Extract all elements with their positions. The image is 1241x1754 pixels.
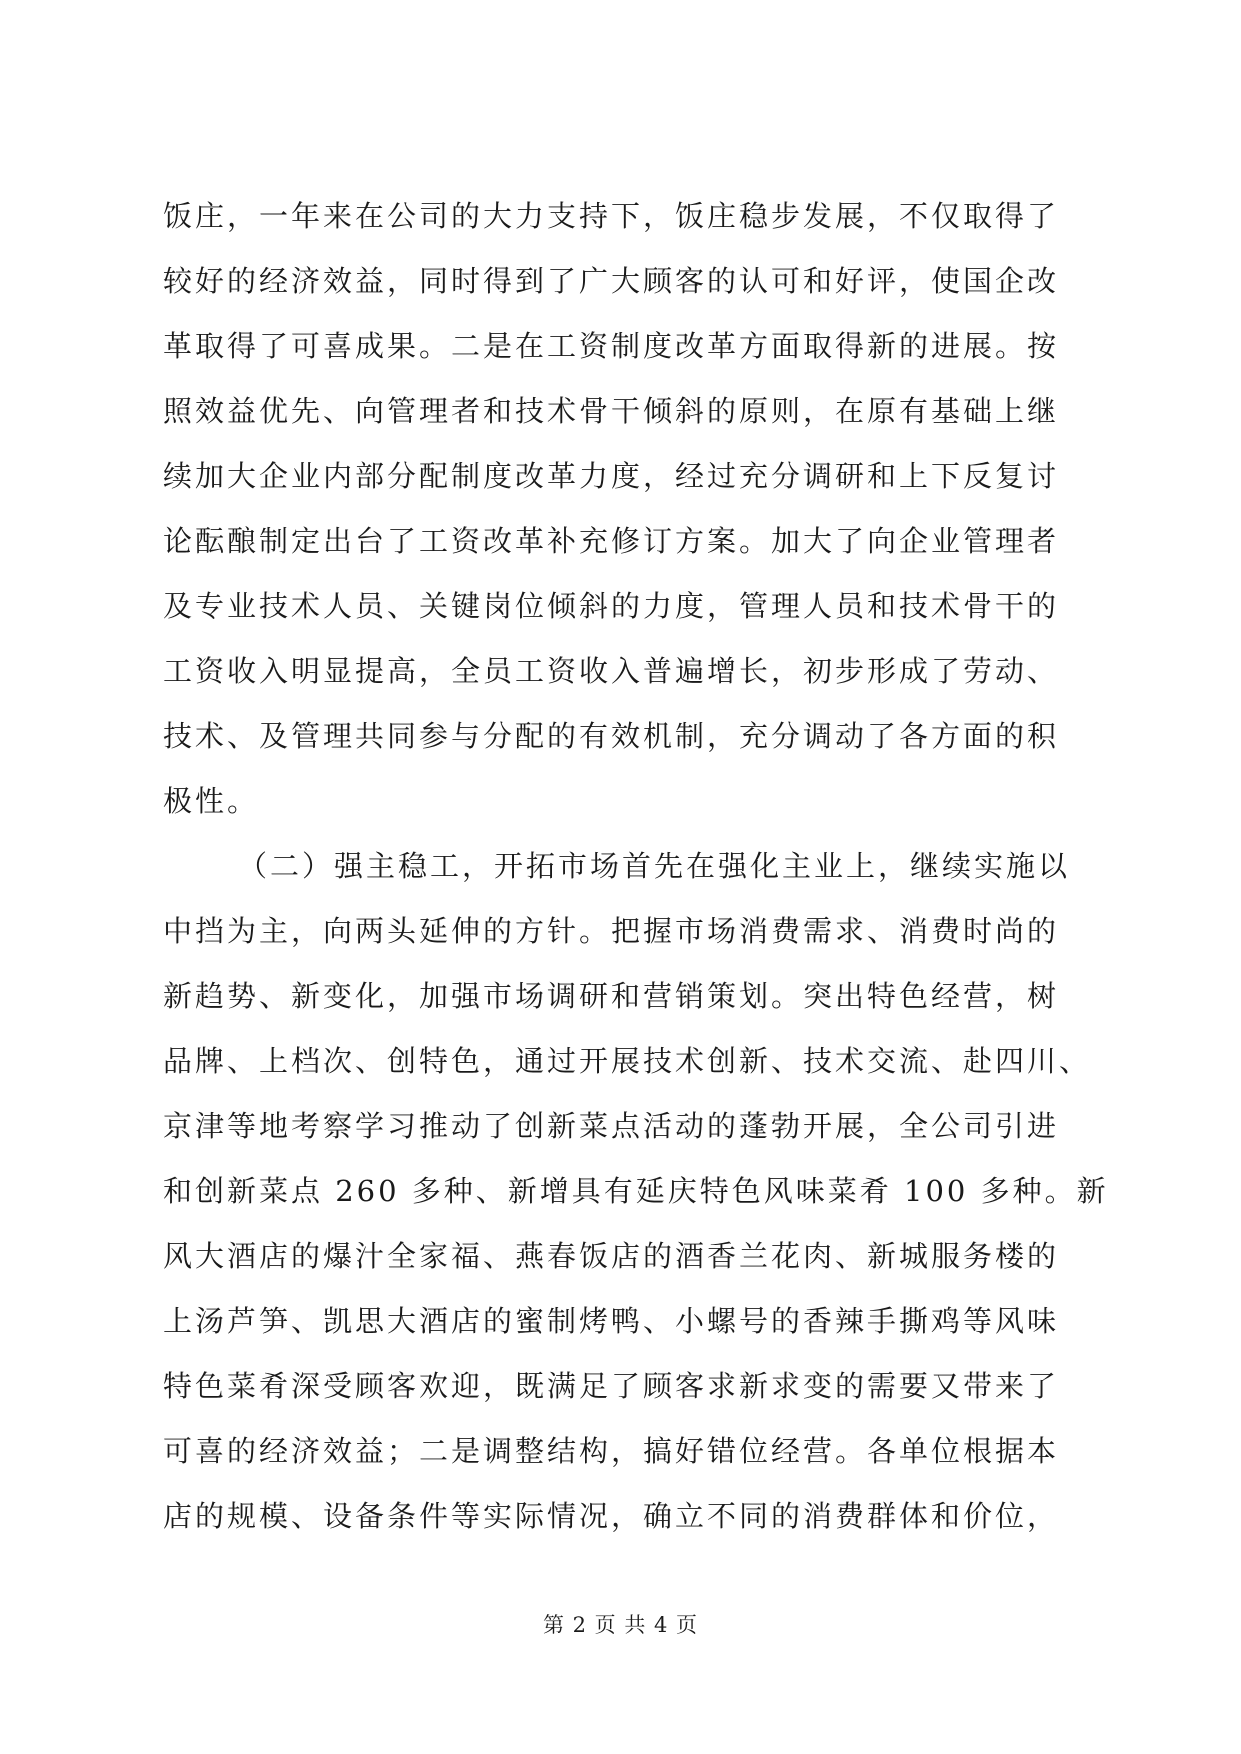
text-line: 饭庄，一年来在公司的大力支持下，饭庄稳步发展，不仅取得了 [163,199,1060,233]
text-line: 革取得了可喜成果。二是在工资制度改革方面取得新的进展。按 [163,329,1060,363]
text-line: 品牌、上档次、创特色，通过开展技术创新、技术交流、赴四川、 [163,1044,1092,1078]
text-line: 论酝酿制定出台了工资改革补充修订方案。加大了向企业管理者 [163,524,1060,558]
text-line: 技术、及管理共同参与分配的有效机制，充分调动了各方面的积 [163,719,1060,753]
page-number-footer: 第 2 页 共 4 页 [542,1613,699,1637]
text-line: 可喜的经济效益；二是调整结构，搞好错位经营。各单位根据本 [163,1434,1060,1468]
text-line: 上汤芦笋、凯思大酒店的蜜制烤鸭、小螺号的香辣手撕鸡等风味 [163,1304,1060,1338]
text-line: 店的规模、设备条件等实际情况，确立不同的消费群体和价位， [163,1499,1060,1533]
text-line: 新趋势、新变化，加强市场调研和营销策划。突出特色经营，树 [163,979,1060,1013]
text-line: 京津等地考察学习推动了创新菜点活动的蓬勃开展，全公司引进 [163,1109,1060,1143]
text-line: 和创新菜点 260 多种、新增具有延庆特色风味菜肴 100 多种。新 [163,1174,1109,1208]
text-line: 工资收入明显提高，全员工资收入普遍增长，初步形成了劳动、 [163,654,1060,688]
text-line: 照效益优先、向管理者和技术骨干倾斜的原则，在原有基础上继 [163,394,1060,428]
text-line: 及专业技术人员、关键岗位倾斜的力度，管理人员和技术骨干的 [163,589,1060,623]
text-line: 特色菜肴深受顾客欢迎，既满足了顾客求新求变的需要又带来了 [163,1369,1060,1403]
text-line: 续加大企业内部分配制度改革力度，经过充分调研和上下反复讨 [163,459,1060,493]
text-line: 风大酒店的爆汁全家福、燕春饭店的酒香兰花肉、新城服务楼的 [163,1239,1060,1273]
text-line: 较好的经济效益，同时得到了广大顾客的认可和好评，使国企改 [163,264,1060,298]
text-line: 中挡为主，向两头延伸的方针。把握市场消费需求、消费时尚的 [163,914,1060,948]
paragraph-start-line: （二）强主稳工，开拓市场首先在强化主业上，继续实施以 [238,849,1071,883]
text-line: 极性。 [163,784,260,818]
